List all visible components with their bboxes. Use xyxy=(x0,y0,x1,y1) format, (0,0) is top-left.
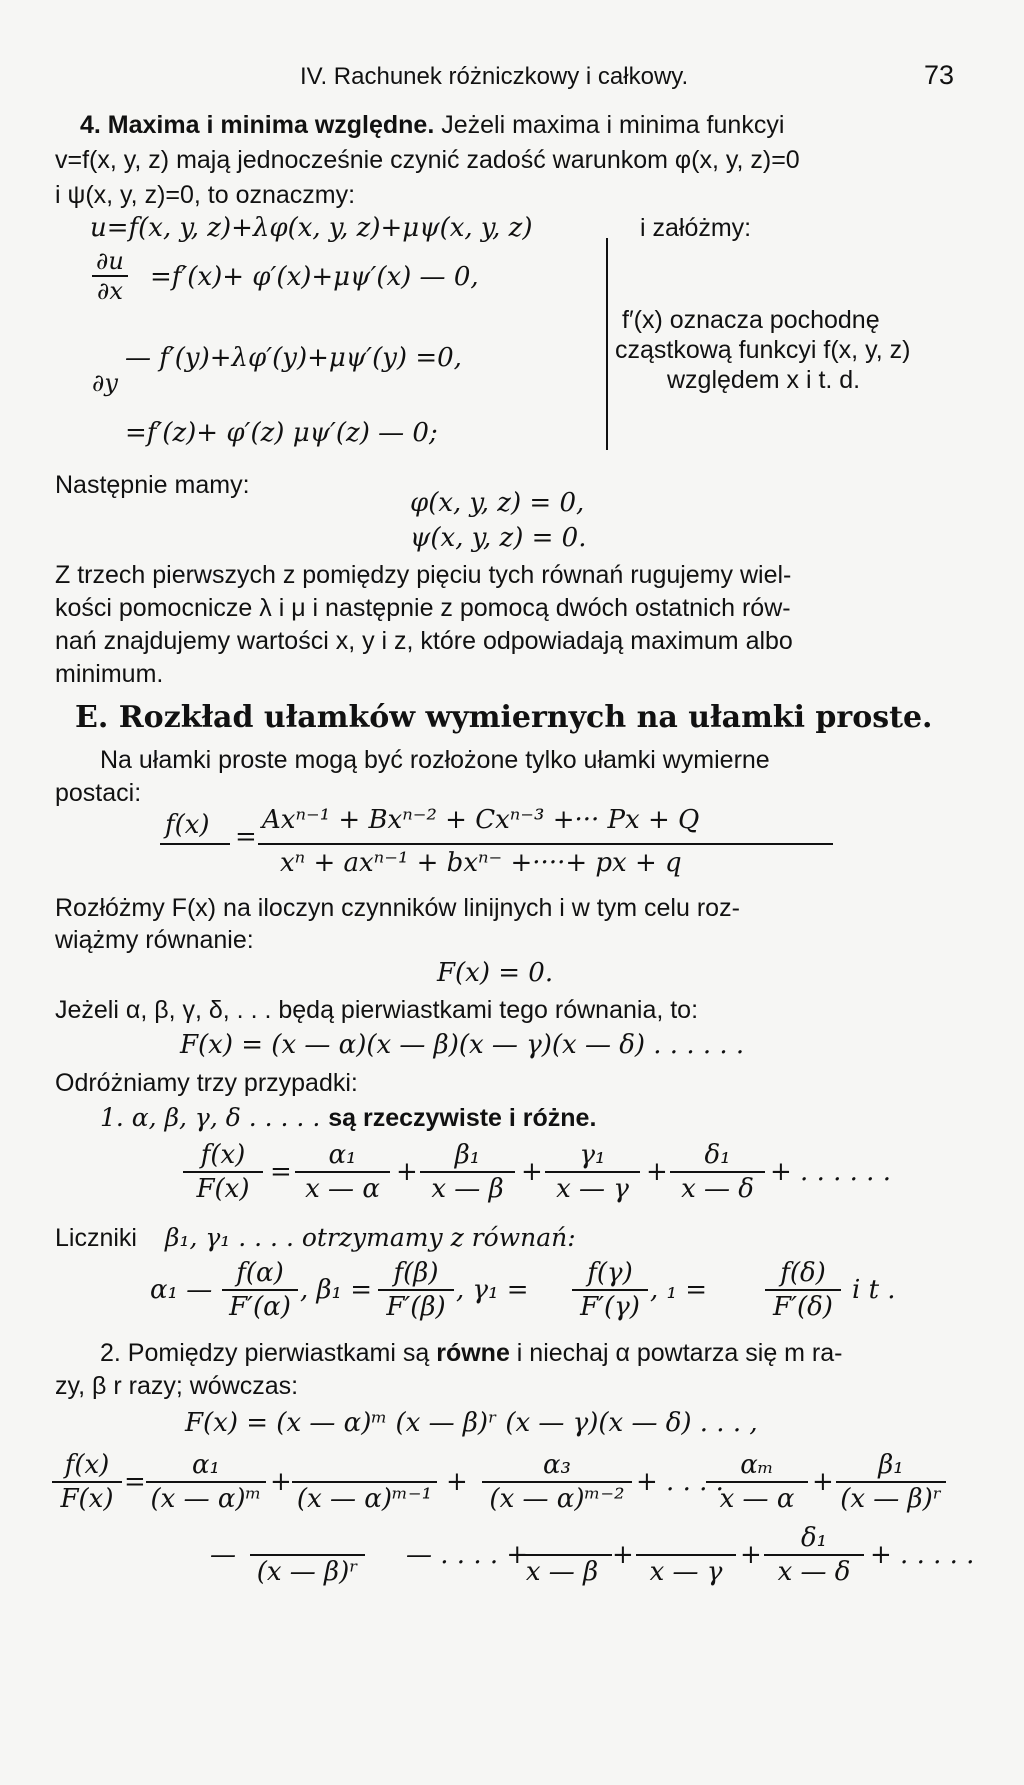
c2-lhs: $\frac{f(x)}{F(x)}$ xyxy=(52,1450,122,1514)
section-4-intro-3: i ψ(x, y, z)=0, to oznaczmy: xyxy=(55,181,356,209)
res-alpha: $\frac{f(\alpha)}{F'(\alpha)}$ xyxy=(222,1258,298,1322)
assume-text: i załóżmy: xyxy=(640,214,752,242)
partial-dy-den: ∂y xyxy=(92,369,118,397)
cases-text: Odróżniamy trzy przypadki: xyxy=(55,1069,358,1097)
section-4-para-1: Z trzech pierwszych z pomiędzy pięciu tych równań rugujemy wiel- xyxy=(55,561,792,589)
section-4-intro-2: v=f(x, y, z) mają jednocześnie czynić zadość warunkom φ(x, y, z)=0 xyxy=(55,146,800,174)
frac-eqsign: = xyxy=(235,822,257,852)
page-number: 73 xyxy=(924,60,955,90)
c2-dots-1: + . . . . xyxy=(636,1467,724,1497)
res-alpha-label: α₁ — xyxy=(150,1275,213,1305)
equation-product: F(x) = (x — α)(x — β)(x — γ)(x — δ) . . . . . . xyxy=(180,1030,745,1060)
c2-plus-4: + xyxy=(612,1540,634,1570)
frac-denominator: xⁿ + axⁿ⁻¹ + bxⁿ⁻ +····+ px + q xyxy=(280,848,682,878)
c1-eq: = xyxy=(270,1157,292,1187)
note-line-1: f′(x) oznacza pochodnę xyxy=(622,306,880,334)
frac-numerator: Axⁿ⁻¹ + Bxⁿ⁻² + Cxⁿ⁻³ +··· Px + Q xyxy=(262,805,700,835)
c2-alpha-1: $\frac{\text{α₁}}{\text{(x — α)ᵐ}}$ xyxy=(146,1450,266,1514)
section-4-heading: 4. Maxima i minima względne. xyxy=(80,111,435,139)
section-e-heading: E. Rozkład ułamków wymiernych na ułamki proste. xyxy=(75,700,933,735)
res-beta: $\frac{f(\beta)}{F'(\beta)}$ xyxy=(378,1258,454,1322)
note-line-3: względem x i t. d. xyxy=(667,366,861,394)
section-e-para-1: Na ułamki proste mogą być rozłożone tylko ułamki wymierne xyxy=(100,746,770,774)
section-e-para-3: Rozłóżmy F(x) na iloczyn czynników linijnych i w tym celu roz- xyxy=(55,894,740,922)
c2-alpha-m: $\frac{\text{αₘ}}{x — \alpha}$ xyxy=(706,1450,808,1514)
c2-alpha-3: $\frac{\text{α₃}}{\text{(x — α)ᵐ⁻²}}$ xyxy=(482,1450,632,1514)
note-bracket xyxy=(606,238,608,450)
c1-plus-1: + xyxy=(396,1157,418,1187)
res-delta-label: , ₁ = xyxy=(650,1275,708,1305)
res-delta: $\frac{f(\delta)}{F'(\delta)}$ xyxy=(765,1258,841,1322)
equation-dy: — f′(y)+λφ′(y)+μψ′(y) =0, xyxy=(125,343,462,373)
section-e-para-5: Jeżeli α, β, γ, δ, . . . będą pierwiastkami tego równania, to: xyxy=(55,996,699,1024)
c2-beta-x: x — β xyxy=(512,1523,612,1587)
equation-F2: F(x) = (x — α)ᵐ (x — β)ʳ (x — γ)(x — δ) . . . , xyxy=(185,1408,758,1438)
c1-term-3: $\frac{\text{γ₁}}{x — \gamma}$ xyxy=(545,1140,640,1204)
c2-beta-r: (x — β)ʳ xyxy=(250,1523,365,1587)
c2-delta: $\frac{\text{δ₁}}{x — \delta}$ xyxy=(764,1523,864,1587)
c2-minus-lead: — xyxy=(210,1540,236,1570)
frac-main-bar xyxy=(258,843,833,845)
c2-beta-1: $\frac{\text{β₁}}{\text{(x — β)ʳ}}$ xyxy=(836,1450,946,1514)
c2-plus-3: + xyxy=(812,1467,834,1497)
c2-plus-2: + xyxy=(446,1467,468,1497)
note-line-2: cząstkową funkcyi f(x, y, z) xyxy=(615,336,911,364)
c2-plus-5: + xyxy=(740,1540,762,1570)
c2-eq: = xyxy=(124,1467,146,1497)
c1-plus-3: + xyxy=(646,1157,668,1187)
c1-plus-2: + xyxy=(521,1157,543,1187)
frac-lhs-bar xyxy=(160,843,230,845)
res-gamma: $\frac{f(\gamma)}{F'(\gamma)}$ xyxy=(572,1258,648,1322)
section-4-line-1 xyxy=(80,110,784,140)
c2-alpha-2: (x — α)ᵐ⁻¹ xyxy=(292,1450,437,1514)
c2-dots-3: + . . . . . xyxy=(870,1540,975,1570)
c2-plus-1: + xyxy=(270,1467,292,1497)
c1-term-1: $\frac{\text{α₁}}{x — \alpha}$ xyxy=(295,1140,390,1204)
c1-term-4: $\frac{\text{δ₁}}{x — \delta}$ xyxy=(670,1140,765,1204)
liczniki-line: Liczniki β₁, γ₁ . . . . otrzymamy z równań: xyxy=(55,1223,576,1252)
frac-lhs-num: f(x) xyxy=(165,810,210,840)
partial-u-x: $\frac{\partial u}{\partial x}$ xyxy=(92,248,128,304)
section-4-para-2: kości pomocnicze λ i μ i następnie z pomocą dwóch ostatnich rów- xyxy=(55,594,791,622)
c1-lhs: $\frac{f(x)}{F(x)}$ xyxy=(183,1140,263,1204)
res-tail: i t . xyxy=(852,1275,896,1305)
c2-gamma: x — γ xyxy=(636,1523,736,1587)
case-2-line-2: zy, β r razy; wówczas: xyxy=(55,1372,299,1400)
c1-dots: + . . . . . . xyxy=(770,1157,891,1187)
res-gamma-label: , γ₁ = xyxy=(456,1275,529,1305)
c2-dots-2: — . . . . + xyxy=(406,1540,529,1570)
case-1-line: 1. α, β, γ, δ . . . . . są rzeczywiste i różne. xyxy=(100,1103,597,1132)
c1-term-2: $\frac{\text{β₁}}{x — \beta}$ xyxy=(420,1140,515,1204)
res-beta-label: , β₁ = xyxy=(300,1275,373,1305)
section-e-para-2: postaci: xyxy=(55,779,142,807)
case-2-line-1: 2. Pomiędzy pierwiastkami są równe i niechaj α powtarza się m ra- xyxy=(100,1339,843,1367)
section-4-para-3: nań znajdujemy wartości x, y i z, które odpowiadają maximum albo xyxy=(55,627,793,655)
running-header: IV. Rachunek różniczkowy i całkowy. xyxy=(300,63,689,90)
section-4-intro-1: Jeżeli maxima i minima funkcyi xyxy=(434,111,785,139)
equation-dx: =f′(x)+ φ′(x)+μψ′(x) — 0, xyxy=(150,262,479,292)
section-4-para-4: minimum. xyxy=(55,660,164,688)
equation-u: u=f(x, y, z)+λφ(x, y, z)+μψ(x, y, z) xyxy=(90,213,533,243)
section-e-para-4: wiążmy równanie: xyxy=(55,926,254,954)
equation-dz: =f′(z)+ φ′(z) μψ′(z) — 0; xyxy=(125,418,438,448)
equation-phi: φ(x, y, z) = 0, xyxy=(410,488,585,518)
next-text: Następnie mamy: xyxy=(55,471,250,499)
equation-psi: ψ(x, y, z) = 0. xyxy=(410,523,587,553)
equation-F-zero: F(x) = 0. xyxy=(437,958,554,988)
